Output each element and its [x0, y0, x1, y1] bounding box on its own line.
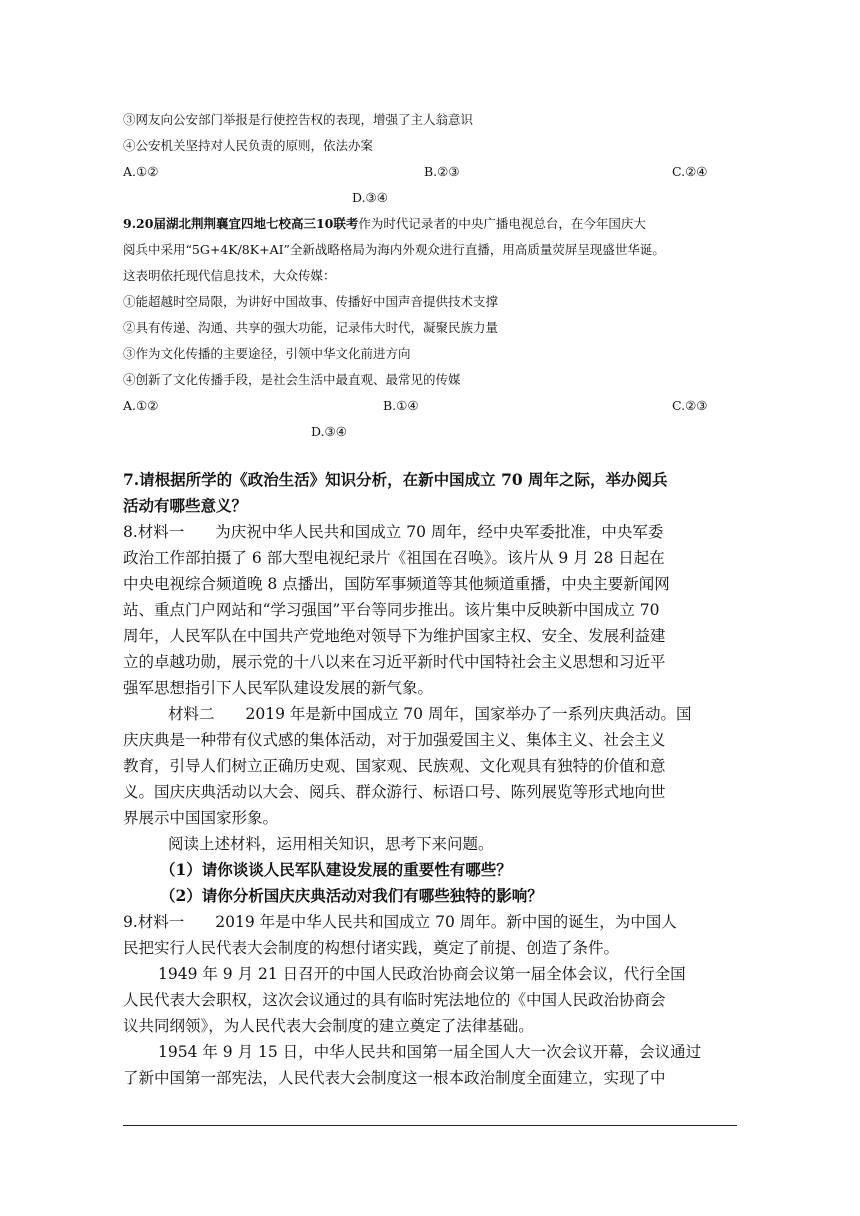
q9b-p2-line-1: 1949 年 9 月 21 日召开的中国人民政治协商会议第一届全体会议，代行全国	[158, 965, 686, 983]
q8-m1-line-3: 中央电视综合频道晚 8 点播出，国防军事频道等其他频道重播，中央主要新闻网	[123, 575, 670, 593]
q9-option-b: B.①④	[383, 398, 419, 413]
footer-rule	[123, 1125, 737, 1126]
q8-m1-line-2: 政治工作部拍摄了 6 部大型电视纪录片《祖国在召唤》。该片从 9 月 28 日起在	[123, 549, 665, 567]
q9-stem-line-2: 阅兵中采用“5G+4K/8K+AI”全新战略格局为海内外观众进行直播，用高质量荧屏呈现盛世华诞。	[123, 242, 665, 257]
q8-m2-line-1: 材料二 2019 年是新中国成立 70 周年，国家举办了一系列庆典活动。国	[168, 705, 692, 723]
q9-option-c: C.②③	[672, 398, 708, 413]
q9-statement-2: ②具有传递、沟通、共享的强大功能，记录伟大时代，凝聚民族力量	[123, 320, 499, 335]
q8-prompt: 阅读上述材料，运用相关知识，思考下来问题。	[168, 835, 494, 853]
q8-m2-line-2: 庆庆典是一种带有仪式感的集体活动，对于加强爱国主义、集体主义、社会主义	[123, 731, 666, 749]
q8-sub-question-2: （2）请你分析国庆庆典活动对我们有哪些独特的影响？	[160, 886, 543, 905]
q7-line-2: 活动有哪些意义？	[123, 496, 248, 515]
q8-option-c: C.②④	[672, 164, 708, 179]
q8-m1-line-7: 强军思想指引下人民军队建设发展的新气象。	[123, 679, 434, 697]
q9-option-d: D.③④	[311, 424, 347, 439]
q8-m1-line-5: 周年，人民军队在中国共产党地绝对领导下为维护国家主权、安全、发展利益建	[123, 627, 666, 645]
q7-line-1: 7.请根据所学的《政治生活》知识分析，在新中国成立 70 周年之际，举办阅兵	[123, 470, 668, 489]
q8-m1-line-4: 站、重点门户网站和“学习强国”平台等同步推出。该片集中反映新中国成立 70	[123, 601, 660, 619]
q9-stem-line-3: 这表明依托现代信息技术，大众传媒：	[123, 268, 336, 283]
q9-statement-1: ①能超越时空局限，为讲好中国故事、传播好中国声音提供技术支撑	[123, 294, 499, 309]
q9-option-a: A.①②	[123, 398, 159, 413]
q9-statement-4: ④创新了文化传播手段，是社会生活中最直观、最常见的传媒	[123, 372, 461, 387]
q9-stem-line-1	[123, 216, 646, 232]
q9b-p2-line-2: 人民代表大会职权，这次会议通过的具有临时宪法地位的《中国人民政治协商会	[123, 991, 666, 1009]
q8-m2-line-3: 教育，引导人们树立正确历史观、国家观、民族观、文化观具有独特的价值和意	[123, 757, 666, 775]
q9-statement-3: ③作为文化传播的主要途径，引领中华文化前进方向	[123, 346, 411, 361]
q8-option-b: B.②③	[424, 164, 460, 179]
q9b-m1-line-1: 9.材料一 2019 年是中华人民共和国成立 70 周年。新中国的诞生，为中国人	[123, 913, 677, 931]
q8-sub-question-1: （1）请你谈谈人民军队建设发展的重要性有哪些？	[160, 860, 512, 879]
q8-m1-line-6: 立的卓越功勋，展示党的十八以来在习近平新时代中国特社会主义思想和习近平	[123, 653, 666, 671]
q9b-p2-line-3: 议共同纲领》，为人民代表大会制度的建立奠定了法律基础。	[123, 1017, 534, 1035]
q8-m2-line-4: 义。国庆庆典活动以大会、阅兵、群众游行、标语口号、陈列展览等形式地向世	[123, 783, 666, 801]
q9b-m1-line-2: 民把实行人民代表大会制度的构想付诸实践，奠定了前提、创造了条件。	[123, 939, 620, 957]
q8-option-d: D.③④	[352, 190, 388, 205]
q8-statement-4: ④公安机关坚持对人民负责的原则，依法办案	[123, 138, 374, 153]
q8-m1-line-1: 8.材料一 为庆祝中华人民共和国成立 70 周年，经中央军委批准，中央军委	[123, 523, 664, 541]
q9-source: 9.20届湖北荆荆襄宜四地七校高三10联考	[123, 216, 359, 231]
q9b-p3-line-1: 1954 年 9 月 15 日，中华人民共和国第一届全国人大一次会议开幕，会议通过	[158, 1043, 702, 1061]
q8-statement-3: ③网友向公安部门举报是行使控告权的表现，增强了主人翁意识	[123, 112, 474, 127]
q9-stem-text: 作为时代记录者的中央广播电视总台，在今年国庆大	[358, 216, 646, 231]
q8-option-a: A.①②	[123, 164, 159, 179]
q9b-p3-line-2: 了新中国第一部宪法，人民代表大会制度这一根本政治制度全面建立，实现了中	[123, 1069, 666, 1087]
q8-m2-line-5: 界展示中国国家形象。	[123, 809, 279, 827]
